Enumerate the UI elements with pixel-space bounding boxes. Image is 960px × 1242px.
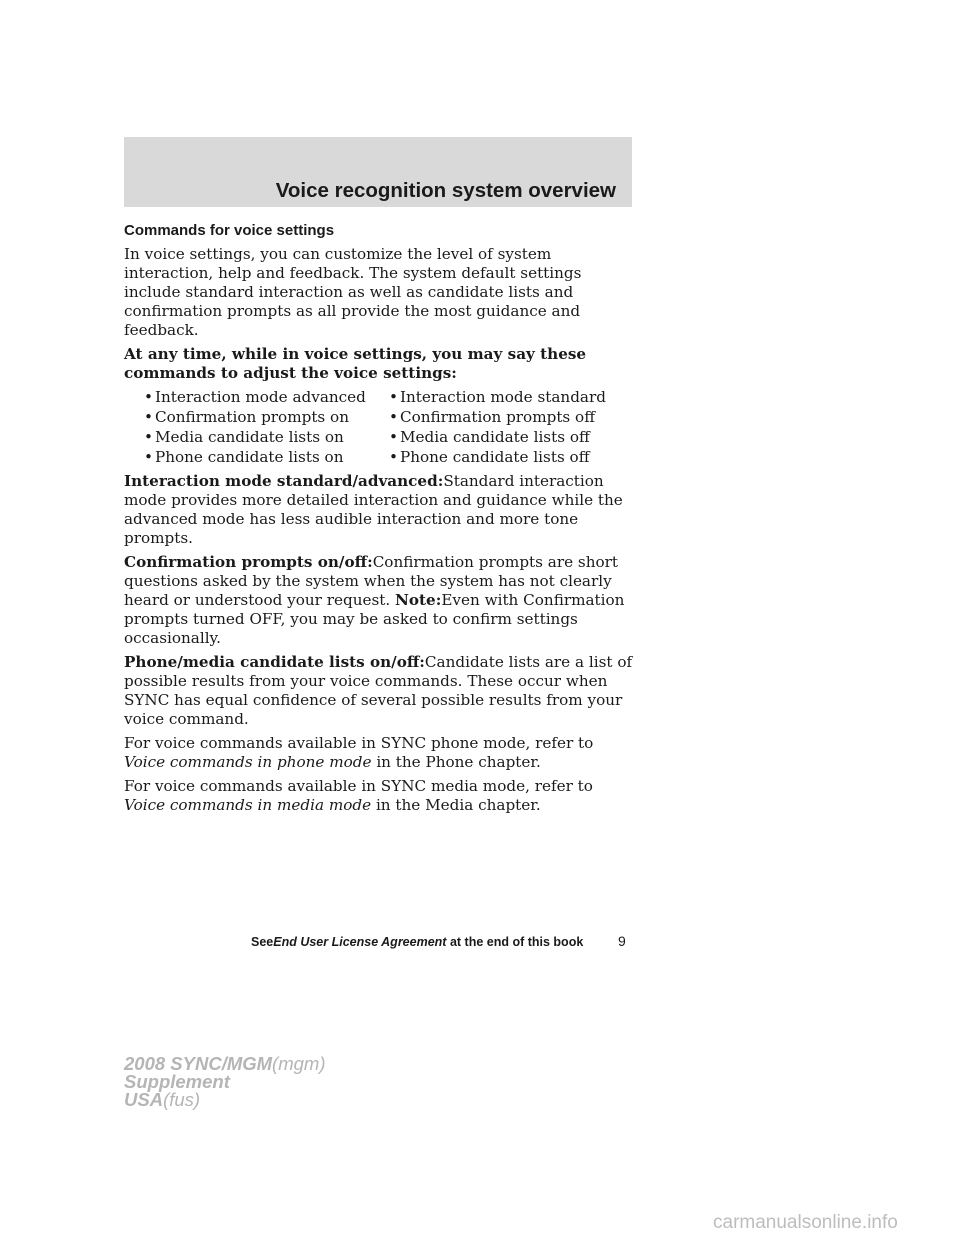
license-footer-note [251, 935, 583, 949]
definition-text: Confirmation prompts are short questions asked by the system when the system has not clearly heard or understood your request. [124, 553, 618, 609]
edition-model: 2008 SYNC/MGM [124, 1053, 273, 1074]
reference-text: For voice commands available in SYNC media mode, refer to [124, 777, 593, 795]
definition-term: Interaction mode standard/advanced: [124, 472, 444, 490]
footer-tail: at the end of this book [449, 935, 584, 949]
command-item: • Media candidate lists off [389, 428, 639, 447]
edition-line-3 [124, 1091, 325, 1109]
definition-term: Phone/media candidate lists on/off: [124, 653, 425, 671]
definition-text: Standard interaction mode provides more detailed interaction and guidance while the advanced mode has less audible interaction and more tone prompts. [124, 472, 623, 547]
site-watermark: carmanualsonline.info [713, 1212, 898, 1233]
definition-interaction-mode [124, 472, 636, 548]
command-item: • Phone candidate lists on [144, 448, 389, 467]
edition-info [124, 1055, 325, 1109]
definition-text: Candidate lists are a list of possible results from your voice commands. These occur when SYNC has equal confidence of several possible results from your voice command. [124, 653, 633, 728]
edition-market-code: (fus) [163, 1089, 201, 1110]
commands-list [124, 388, 636, 467]
edition-line-2: Supplement [124, 1071, 230, 1092]
edition-model-code: (mgm) [272, 1053, 326, 1074]
command-item: • Media candidate lists on [144, 428, 389, 447]
main-content [124, 221, 636, 820]
reference-text: in the Media chapter. [375, 796, 541, 814]
command-item: • Interaction mode advanced [144, 388, 389, 407]
reference-text: in the Phone chapter. [376, 753, 541, 771]
note-text: Even with Confirmation prompts turned OFF, you may be asked to confirm settings occasionally. [124, 591, 625, 647]
reference-phone-mode [124, 734, 636, 772]
page-number: 9 [618, 933, 626, 949]
reference-text: For voice commands available in SYNC phone mode, refer to [124, 734, 594, 752]
page-header-title: Voice recognition system overview [275, 179, 616, 202]
reference-media-link: Voice commands in media mode [124, 796, 372, 814]
command-item: • Phone candidate lists off [389, 448, 639, 467]
edition-market: USA [124, 1089, 164, 1110]
command-item: • Interaction mode standard [389, 388, 639, 407]
footer-agreement-title: End User License Agreement [273, 935, 447, 949]
note-label: Note: [395, 591, 442, 609]
header-band [124, 137, 632, 207]
intro-paragraph: In voice settings, you can customize the level of system interaction, help and feedback. The system default settings include standard interaction as well as candidate lists and confirmation prompts as all provide the most guidance and feedback. [124, 245, 582, 339]
reference-media-mode [124, 777, 636, 815]
command-item: • Confirmation prompts on [144, 408, 389, 427]
footer-see: See [251, 935, 274, 949]
definition-term: Confirmation prompts on/off: [124, 553, 373, 571]
commands-lead: At any time, while in voice settings, you may say these commands to adjust the voice settings: [124, 345, 587, 382]
reference-phone-link: Voice commands in phone mode [124, 753, 372, 771]
definition-confirmation-prompts [124, 553, 636, 648]
command-item: • Confirmation prompts off [389, 408, 639, 427]
section-title: Commands for voice settings [124, 222, 335, 239]
definition-candidate-lists [124, 653, 636, 729]
